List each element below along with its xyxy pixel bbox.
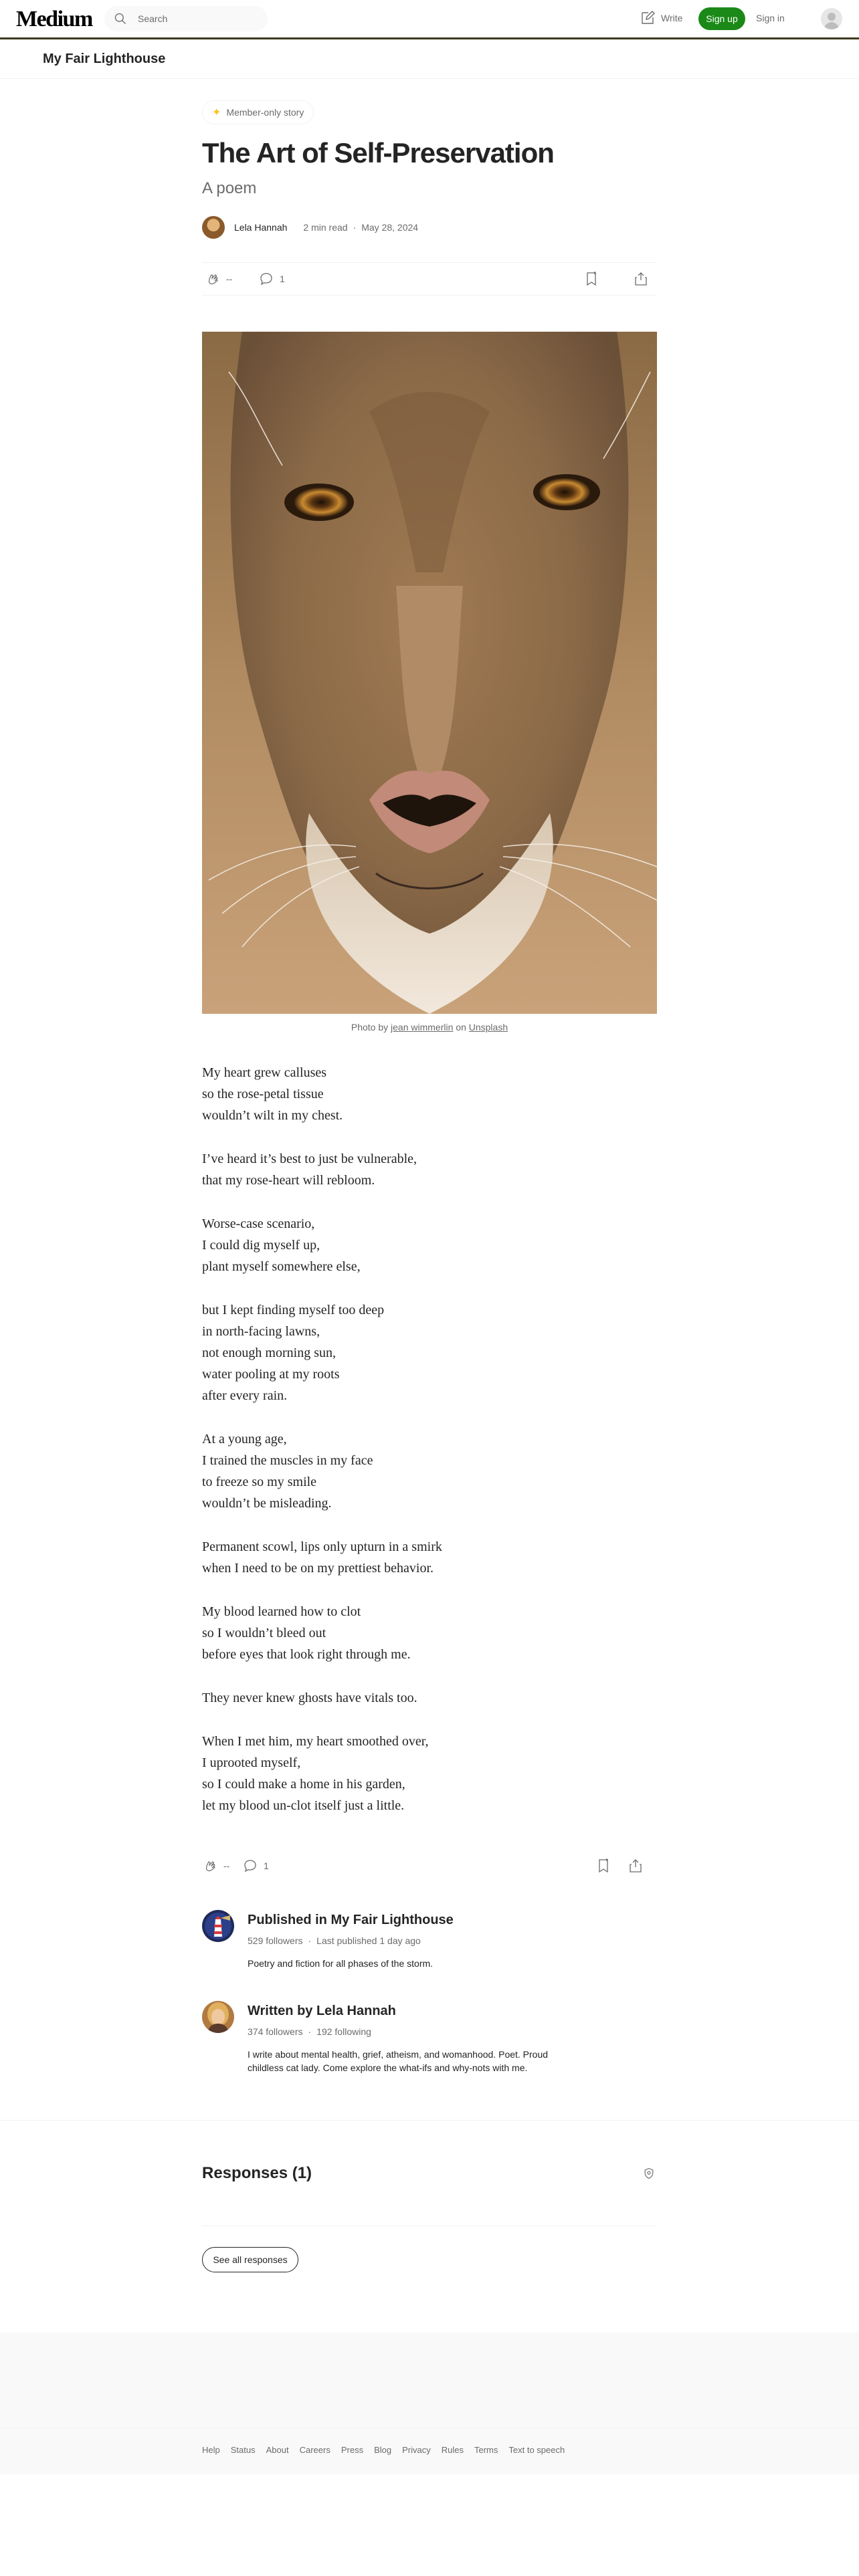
- write-button[interactable]: [640, 9, 682, 27]
- clap-icon: [202, 1858, 218, 1874]
- caption-middle: on: [453, 1022, 469, 1033]
- photographer-link[interactable]: jean wimmerlin: [391, 1022, 454, 1033]
- author-bio: I write about mental health, grief, atheism, and womanhood. Poet. Proud childless cat lady. Come explore the what-ifs and why-nots with me.: [248, 2049, 549, 2073]
- stats-dot: ·: [308, 2026, 312, 2037]
- clap-count: --: [226, 274, 233, 284]
- sign-in-link[interactable]: Sign in: [756, 13, 785, 23]
- share-icon: [628, 1858, 644, 1874]
- write-icon: [640, 10, 656, 26]
- article-subtitle: A poem: [202, 179, 257, 197]
- share-button[interactable]: [633, 271, 649, 287]
- stanza: My blood learned how to clot so I wouldn’t bleed out before eyes that look right through me.: [202, 1604, 411, 1662]
- share-button-bottom[interactable]: [628, 1858, 644, 1874]
- medium-logo[interactable]: Medium: [16, 7, 92, 31]
- stanza: I’ve heard it’s best to just be vulnerable, that my rose-heart will rebloom.: [202, 1152, 417, 1188]
- footer-link-about[interactable]: About: [266, 2445, 289, 2455]
- publication-description: Poetry and fiction for all phases of the storm.: [248, 1958, 434, 1969]
- read-time: 2 min read: [303, 222, 348, 233]
- last-published: Last published 1 day ago: [316, 1935, 421, 1946]
- footer-links: [202, 2445, 565, 2455]
- footer-link-terms[interactable]: Terms: [474, 2445, 498, 2455]
- publication-card-title[interactable]: Published in My Fair Lighthouse: [248, 1913, 454, 1927]
- article-title: The Art of Self-Preservation: [202, 137, 554, 169]
- publication-stats: [248, 1935, 421, 1946]
- unsplash-link[interactable]: Unsplash: [468, 1022, 508, 1033]
- author-followers[interactable]: 374 followers: [248, 2026, 303, 2037]
- response-count: 1: [280, 274, 285, 284]
- author-name[interactable]: Lela Hannah: [234, 222, 288, 233]
- poem-body: [202, 1062, 657, 1838]
- section-divider: [0, 2120, 859, 2121]
- author-card-title[interactable]: Written by Lela Hannah: [248, 2004, 396, 2018]
- search-box[interactable]: [104, 6, 268, 31]
- responses-title: Responses (1): [202, 2164, 312, 2182]
- publication-followers[interactable]: 529 followers: [248, 1935, 303, 1946]
- responses-shield[interactable]: [642, 2167, 656, 2183]
- publish-date: May 28, 2024: [361, 222, 419, 233]
- clap-count: --: [223, 1860, 230, 1871]
- stats-dot: ·: [308, 1935, 312, 1946]
- response-count: 1: [264, 1860, 269, 1871]
- shield-icon: [642, 2167, 656, 2180]
- stanza: Worse-case scenario, I could dig myself up, plant myself somewhere else,: [202, 1216, 361, 1274]
- publication-card: [202, 1910, 657, 1983]
- caption-prefix: Photo by: [351, 1022, 391, 1033]
- top-nav: [0, 0, 859, 37]
- author-card: [202, 2001, 657, 2088]
- footer-link-text-to-speech[interactable]: Text to speech: [508, 2445, 565, 2455]
- responses-button-bottom[interactable]: [242, 1858, 269, 1874]
- author-avatar[interactable]: [202, 216, 225, 239]
- default-avatar-icon: [821, 8, 842, 29]
- search-input[interactable]: Search: [138, 13, 168, 24]
- article-meta: [303, 222, 418, 233]
- stanza: Permanent scowl, lips only upturn in a smirk when I need to be on my prettiest behavior.: [202, 1539, 442, 1576]
- member-only-label: Member-only story: [226, 107, 304, 118]
- stanza: but I kept finding myself too deep in north-facing lawns, not enough morning sun, water pooling at my roots after every rain.: [202, 1303, 385, 1403]
- footer-link-privacy[interactable]: Privacy: [402, 2445, 431, 2455]
- meta-dot: ·: [353, 222, 357, 233]
- bookmark-icon: [595, 1858, 611, 1874]
- comment-icon: [242, 1858, 258, 1874]
- stanza: At a young age, I trained the muscles in my face to freeze so my smile wouldn’t be misleading.: [202, 1432, 373, 1511]
- bottom-action-bar: [202, 1850, 657, 1882]
- share-icon: [633, 271, 649, 287]
- footer-link-help[interactable]: Help: [202, 2445, 220, 2455]
- author-portrait: [202, 2001, 234, 2033]
- author-stats: [248, 2026, 371, 2037]
- user-avatar[interactable]: [821, 8, 842, 29]
- bookmark-icon: [583, 271, 599, 287]
- lighthouse-icon: [202, 1910, 234, 1942]
- footer-link-press[interactable]: Press: [341, 2445, 364, 2455]
- lioness-illustration: [202, 332, 657, 1014]
- lioness-photo: [202, 332, 657, 1014]
- photo-caption: [202, 1022, 657, 1033]
- footer-link-status[interactable]: Status: [230, 2445, 256, 2455]
- member-only-badge: [202, 100, 314, 124]
- clap-button[interactable]: [205, 271, 232, 287]
- stanza: My heart grew calluses so the rose-petal tissue wouldn’t wilt in my chest.: [202, 1065, 343, 1123]
- see-all-responses-button[interactable]: See all responses: [202, 2247, 298, 2272]
- stanza: When I met him, my heart smoothed over, I uprooted myself, so I could make a home in his garden, let my blood un-clot itself just a little.: [202, 1734, 429, 1813]
- publication-name[interactable]: My Fair Lighthouse: [43, 51, 166, 66]
- publication-avatar[interactable]: [202, 1910, 234, 1942]
- clap-button-bottom[interactable]: [202, 1858, 229, 1874]
- author-card-avatar[interactable]: [202, 2001, 234, 2033]
- clap-icon: [205, 271, 221, 287]
- bookmark-button-bottom[interactable]: [595, 1858, 611, 1874]
- footer-link-careers[interactable]: Careers: [299, 2445, 330, 2455]
- footer-link-rules[interactable]: Rules: [441, 2445, 464, 2455]
- stanza: They never knew ghosts have vitals too.: [202, 1691, 417, 1705]
- author-following[interactable]: 192 following: [316, 2026, 371, 2037]
- bookmark-button[interactable]: [583, 271, 599, 287]
- publication-bar: [0, 39, 859, 79]
- write-label: Write: [661, 13, 683, 23]
- comment-icon: [258, 271, 274, 287]
- star-icon: ✦: [212, 107, 221, 118]
- sign-up-button[interactable]: Sign up: [698, 7, 745, 30]
- footer-link-blog[interactable]: Blog: [374, 2445, 392, 2455]
- responses-button[interactable]: [258, 271, 285, 287]
- byline: [202, 214, 418, 241]
- top-action-bar: [202, 262, 657, 296]
- search-icon: [114, 12, 127, 25]
